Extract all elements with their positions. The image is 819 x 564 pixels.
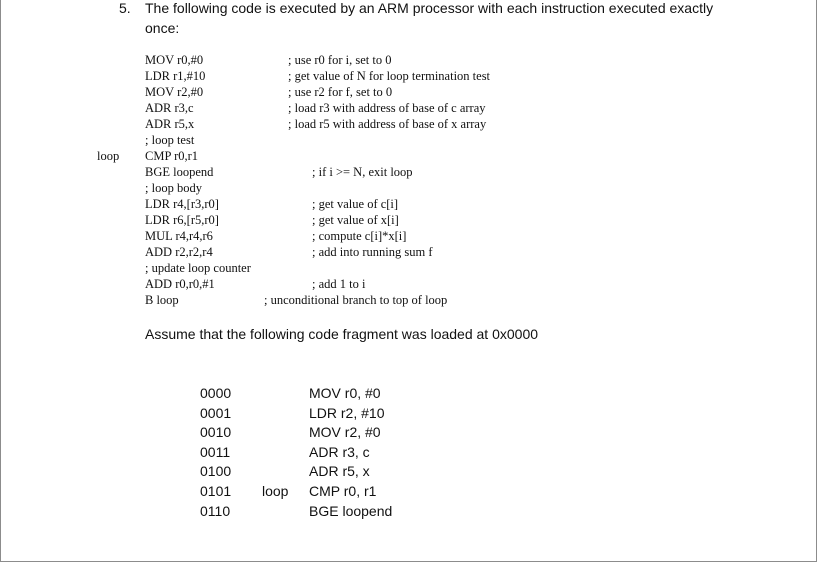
code-line: B loop [145, 293, 179, 307]
table-label: loop [262, 483, 289, 499]
table-address: 0001 [200, 405, 232, 421]
question-number: 5. [119, 0, 131, 16]
assumption-text: Assume that the following code fragment was loaded at 0x0000 [145, 326, 539, 342]
code-line: MOV r2,#0 [145, 85, 204, 99]
code-line: BGE loopend [145, 165, 214, 179]
question-text-line-2: once: [145, 20, 180, 36]
code-line: LDR r6,[r5,r0] [145, 213, 219, 227]
table-address: 0010 [200, 424, 232, 440]
table-address: 0000 [200, 385, 232, 401]
table-instruction: LDR r2, #10 [309, 405, 385, 421]
code-line: MUL r4,r4,r6 [145, 229, 213, 243]
table-address: 0101 [200, 483, 232, 499]
code-line: LDR r1,#10 [145, 69, 206, 83]
code-comment: ; compute c[i]*x[i] [312, 229, 407, 243]
table-address: 0011 [200, 444, 231, 460]
code-comment: ; get value of c[i] [312, 197, 399, 211]
code-comment: ; use r0 for i, set to 0 [288, 53, 392, 67]
code-line: ADD r2,r2,r4 [145, 245, 213, 259]
table-instruction: CMP r0, r1 [309, 483, 377, 499]
code-line: ; loop body [145, 181, 202, 195]
code-line: ; loop test [145, 133, 195, 147]
code-comment: ; load r3 with address of base of c array [288, 101, 486, 115]
table-address: 0110 [200, 503, 231, 519]
code-line: ADD r0,r0,#1 [145, 277, 215, 291]
code-comment: ; unconditional branch to top of loop [264, 293, 448, 307]
table-instruction: MOV r2, #0 [309, 424, 381, 440]
code-line: ADR r5,x [145, 117, 195, 131]
code-comment: ; add into running sum f [312, 245, 433, 259]
question-text-line-1: The following code is executed by an ARM processor with each instruction executed exactly [145, 0, 714, 16]
table-address: 0100 [200, 463, 232, 479]
code-line: MOV r0,#0 [145, 53, 204, 67]
loop-label: loop [97, 149, 120, 163]
code-comment: ; get value of x[i] [312, 213, 399, 227]
code-comment: ; add 1 to i [312, 277, 366, 291]
code-line: CMP r0,r1 [145, 149, 199, 163]
table-instruction: BGE loopend [309, 503, 393, 519]
code-line: ; update loop counter [145, 261, 251, 275]
code-line: ADR r3,c [145, 101, 194, 115]
table-instruction: ADR r5, x [309, 463, 370, 479]
code-comment: ; use r2 for f, set to 0 [288, 85, 393, 99]
table-instruction: ADR r3, c [309, 444, 370, 460]
table-instruction: MOV r0, #0 [309, 385, 381, 401]
code-line: LDR r4,[r3,r0] [145, 197, 219, 211]
code-comment: ; if i >= N, exit loop [312, 165, 413, 179]
code-comment: ; load r5 with address of base of x array [288, 117, 487, 131]
code-comment: ; get value of N for loop termination test [288, 69, 491, 83]
